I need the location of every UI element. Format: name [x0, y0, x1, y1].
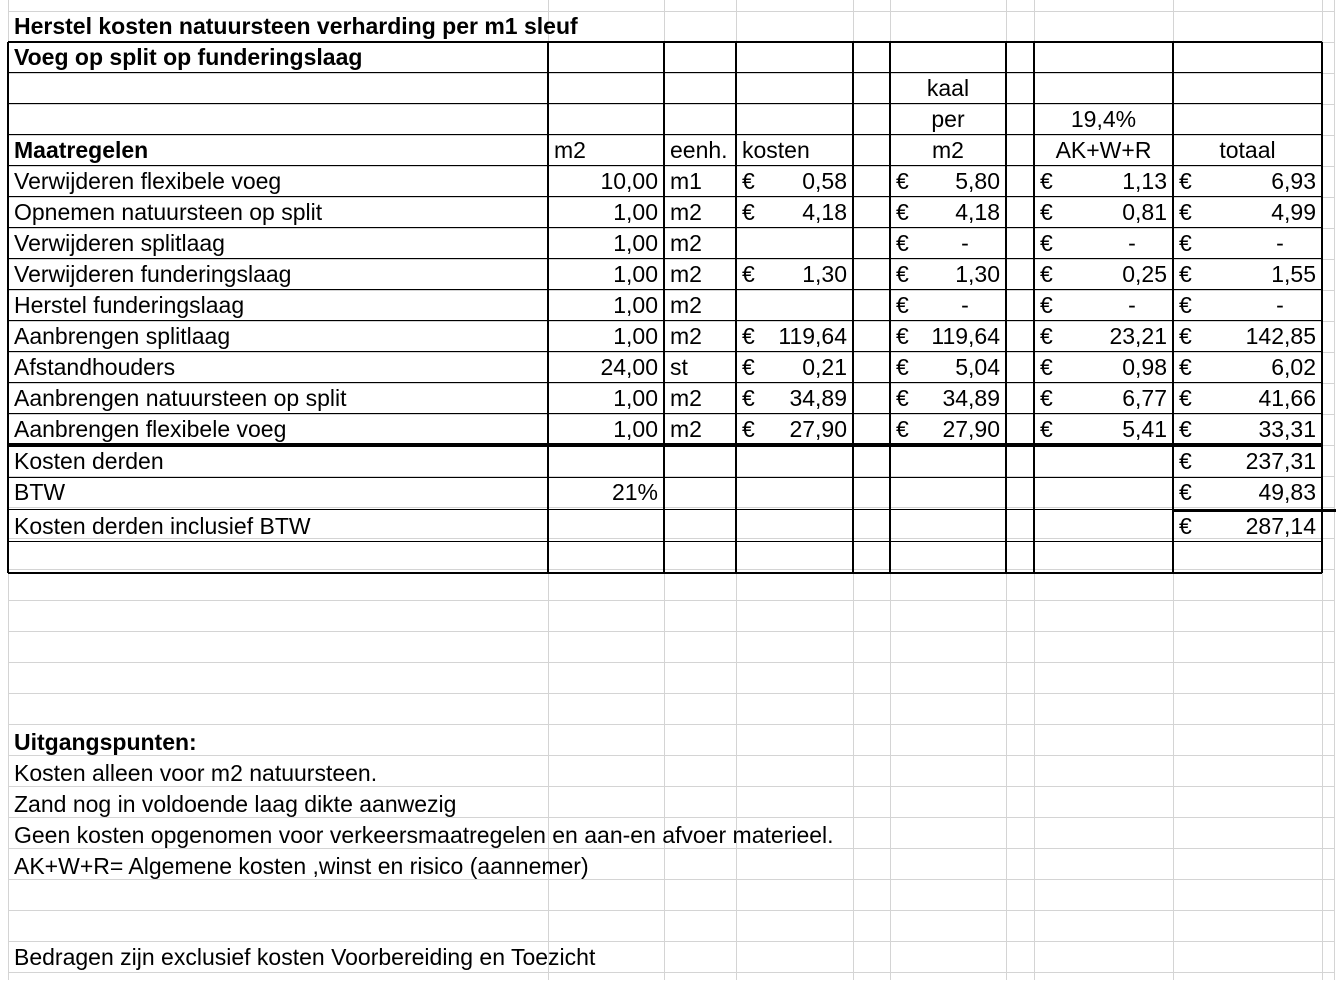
header-m2[interactable]: m2: [554, 137, 586, 163]
row-kaal[interactable]: 27,90: [942, 416, 1000, 442]
notes-footer[interactable]: Bedragen zijn exclusief kosten Voorbereiding en Toezicht: [14, 944, 596, 970]
row-quantity[interactable]: 1,00: [613, 261, 658, 287]
row-tot-currency: €: [1179, 168, 1192, 194]
header-akwr[interactable]: AK+W+R: [1055, 137, 1152, 163]
row-cost-currency: €: [742, 354, 755, 380]
row-quantity[interactable]: 24,00: [600, 354, 658, 380]
note-line[interactable]: AK+W+R= Algemene kosten ,winst en risico (aannemer): [14, 853, 589, 879]
gridline-horizontal: [8, 693, 1334, 694]
table-border-vertical: [852, 42, 854, 573]
row-unit[interactable]: m2: [670, 230, 702, 256]
row-unit[interactable]: m2: [670, 261, 702, 287]
row-cost[interactable]: 1,30: [802, 261, 847, 287]
incl-btw-currency: €: [1179, 513, 1192, 539]
kosten-derden-currency: €: [1179, 448, 1192, 474]
gridline-horizontal: [8, 631, 1334, 632]
row-total[interactable]: 41,66: [1258, 385, 1316, 411]
row-kaal-currency: €: [896, 199, 909, 225]
incl-btw-value[interactable]: 287,14: [1245, 513, 1316, 539]
gridline-horizontal: [8, 910, 1334, 911]
row-label[interactable]: Aanbrengen flexibele voeg: [14, 416, 287, 442]
row-total[interactable]: -: [1276, 292, 1284, 318]
row-quantity[interactable]: 1,00: [613, 385, 658, 411]
row-ak[interactable]: -: [1128, 292, 1136, 318]
btw-rate[interactable]: 21%: [611, 479, 658, 505]
row-ak[interactable]: 0,98: [1122, 354, 1167, 380]
row-label[interactable]: Herstel funderingslaag: [14, 292, 245, 318]
row-cost-currency: €: [742, 323, 755, 349]
row-label[interactable]: Verwijderen funderingslaag: [14, 261, 292, 287]
row-tot-currency: €: [1179, 354, 1192, 380]
row-unit[interactable]: m1: [670, 168, 702, 194]
row-kaal[interactable]: 1,30: [955, 261, 1000, 287]
row-tot-currency: €: [1179, 416, 1192, 442]
row-unit[interactable]: m2: [670, 323, 702, 349]
row-total[interactable]: 142,85: [1245, 323, 1316, 349]
row-quantity[interactable]: 1,00: [613, 416, 658, 442]
row-tot-currency: €: [1179, 385, 1192, 411]
row-kaal-currency: €: [896, 416, 909, 442]
row-cost-currency: €: [742, 261, 755, 287]
row-tot-currency: €: [1179, 261, 1192, 287]
row-cost[interactable]: 27,90: [789, 416, 847, 442]
row-ak[interactable]: 5,41: [1122, 416, 1167, 442]
row-quantity[interactable]: 1,00: [613, 199, 658, 225]
table-border-horizontal: [8, 509, 1322, 510]
row-unit[interactable]: m2: [670, 199, 702, 225]
row-kaal[interactable]: 119,64: [931, 323, 1000, 349]
row-label[interactable]: Aanbrengen splitlaag: [14, 323, 231, 349]
row-kaal[interactable]: 34,89: [942, 385, 1000, 411]
row-ak-currency: €: [1040, 199, 1053, 225]
btw-label[interactable]: BTW: [14, 479, 66, 505]
row-ak-currency: €: [1040, 168, 1053, 194]
row-kaal-currency: €: [896, 168, 909, 194]
notes-heading[interactable]: Uitgangspunten:: [14, 729, 197, 755]
row-ak[interactable]: 1,13: [1122, 168, 1167, 194]
row-label[interactable]: Verwijderen flexibele voeg: [14, 168, 282, 194]
header-pct[interactable]: 19,4%: [1070, 106, 1137, 132]
row-unit[interactable]: m2: [670, 385, 702, 411]
row-ak[interactable]: 6,77: [1122, 385, 1167, 411]
row-quantity[interactable]: 1,00: [613, 323, 658, 349]
note-line[interactable]: Geen kosten opgenomen voor verkeersmaatregelen en aan-en afvoer materieel.: [14, 822, 834, 848]
row-ak[interactable]: 0,25: [1122, 261, 1167, 287]
row-cost[interactable]: 4,18: [802, 199, 847, 225]
row-kaal[interactable]: -: [961, 230, 969, 256]
header-maatregelen[interactable]: Maatregelen: [14, 137, 149, 163]
gridline-horizontal: [8, 569, 1334, 570]
sheet-title[interactable]: Herstel kosten natuursteen verharding per m1 sleuf: [14, 13, 578, 39]
row-kaal-currency: €: [896, 261, 909, 287]
note-line[interactable]: Kosten alleen voor m2 natuursteen.: [14, 760, 378, 786]
table-border-horizontal: [8, 572, 1322, 574]
row-cost-currency: €: [742, 199, 755, 225]
row-ak[interactable]: 0,81: [1122, 199, 1167, 225]
row-quantity[interactable]: 1,00: [613, 230, 658, 256]
header-kaal[interactable]: kaal: [926, 75, 970, 101]
btw-currency: €: [1179, 479, 1192, 505]
sheet-subtitle[interactable]: Voeg op split op funderingslaag: [14, 44, 363, 70]
row-kaal-currency: €: [896, 292, 909, 318]
row-total[interactable]: 6,93: [1271, 168, 1316, 194]
row-tot-currency: €: [1179, 199, 1192, 225]
gridline-horizontal: [8, 73, 1334, 74]
row-ak-currency: €: [1040, 261, 1053, 287]
row-unit[interactable]: m2: [670, 292, 702, 318]
row-total[interactable]: 33,31: [1258, 416, 1316, 442]
row-tot-currency: €: [1179, 292, 1192, 318]
row-ak-currency: €: [1040, 416, 1053, 442]
row-label[interactable]: Aanbrengen natuursteen op split: [14, 385, 347, 411]
gridline-vertical: [1334, 0, 1335, 980]
row-cost-currency: €: [742, 385, 755, 411]
row-label[interactable]: Verwijderen splitlaag: [14, 230, 225, 256]
row-total[interactable]: 1,55: [1271, 261, 1316, 287]
header-per-m2[interactable]: m2: [932, 137, 964, 163]
row-total[interactable]: 4,99: [1271, 199, 1316, 225]
gridline-horizontal: [8, 662, 1334, 663]
row-ak-currency: €: [1040, 230, 1053, 256]
row-unit[interactable]: st: [670, 354, 688, 380]
note-line[interactable]: Zand nog in voldoende laag dikte aanwezig: [14, 791, 457, 817]
row-cost[interactable]: 0,58: [802, 168, 847, 194]
row-ak[interactable]: -: [1128, 230, 1136, 256]
row-cost-currency: €: [742, 416, 755, 442]
incl-btw-label[interactable]: Kosten derden inclusief BTW: [14, 513, 311, 539]
row-kaal-currency: €: [896, 323, 909, 349]
gridline-horizontal: [8, 600, 1334, 601]
row-quantity[interactable]: 1,00: [613, 292, 658, 318]
kosten-derden-label[interactable]: Kosten derden: [14, 448, 164, 474]
row-label[interactable]: Afstandhouders: [14, 354, 176, 380]
row-cost[interactable]: 34,89: [789, 385, 847, 411]
row-kaal-currency: €: [896, 385, 909, 411]
kosten-derden-value[interactable]: 237,31: [1245, 448, 1316, 474]
row-kaal[interactable]: 4,18: [955, 199, 1000, 225]
row-kaal[interactable]: 5,80: [955, 168, 1000, 194]
row-ak-currency: €: [1040, 354, 1053, 380]
row-kaal[interactable]: -: [961, 292, 969, 318]
row-label[interactable]: Opnemen natuursteen op split: [14, 199, 323, 225]
header-totaal[interactable]: totaal: [1219, 137, 1276, 163]
row-ak-currency: €: [1040, 385, 1053, 411]
btw-value[interactable]: 49,83: [1258, 479, 1316, 505]
row-kaal-currency: €: [896, 354, 909, 380]
row-total[interactable]: 6,02: [1271, 354, 1316, 380]
row-ak[interactable]: 23,21: [1109, 323, 1167, 349]
row-kaal[interactable]: 5,04: [955, 354, 1000, 380]
header-eenheid[interactable]: eenh.: [670, 137, 728, 163]
row-cost-currency: €: [742, 168, 755, 194]
row-total[interactable]: -: [1276, 230, 1284, 256]
row-kaal-currency: €: [896, 230, 909, 256]
row-unit[interactable]: m2: [670, 416, 702, 442]
row-quantity[interactable]: 10,00: [600, 168, 658, 194]
row-tot-currency: €: [1179, 230, 1192, 256]
row-ak-currency: €: [1040, 292, 1053, 318]
gridline-horizontal: [8, 724, 1334, 725]
row-tot-currency: €: [1179, 323, 1192, 349]
row-cost[interactable]: 119,64: [778, 323, 847, 349]
header-kosten[interactable]: kosten: [742, 137, 810, 163]
row-cost[interactable]: 0,21: [802, 354, 847, 380]
header-per[interactable]: per: [931, 106, 965, 132]
row-ak-currency: €: [1040, 323, 1053, 349]
